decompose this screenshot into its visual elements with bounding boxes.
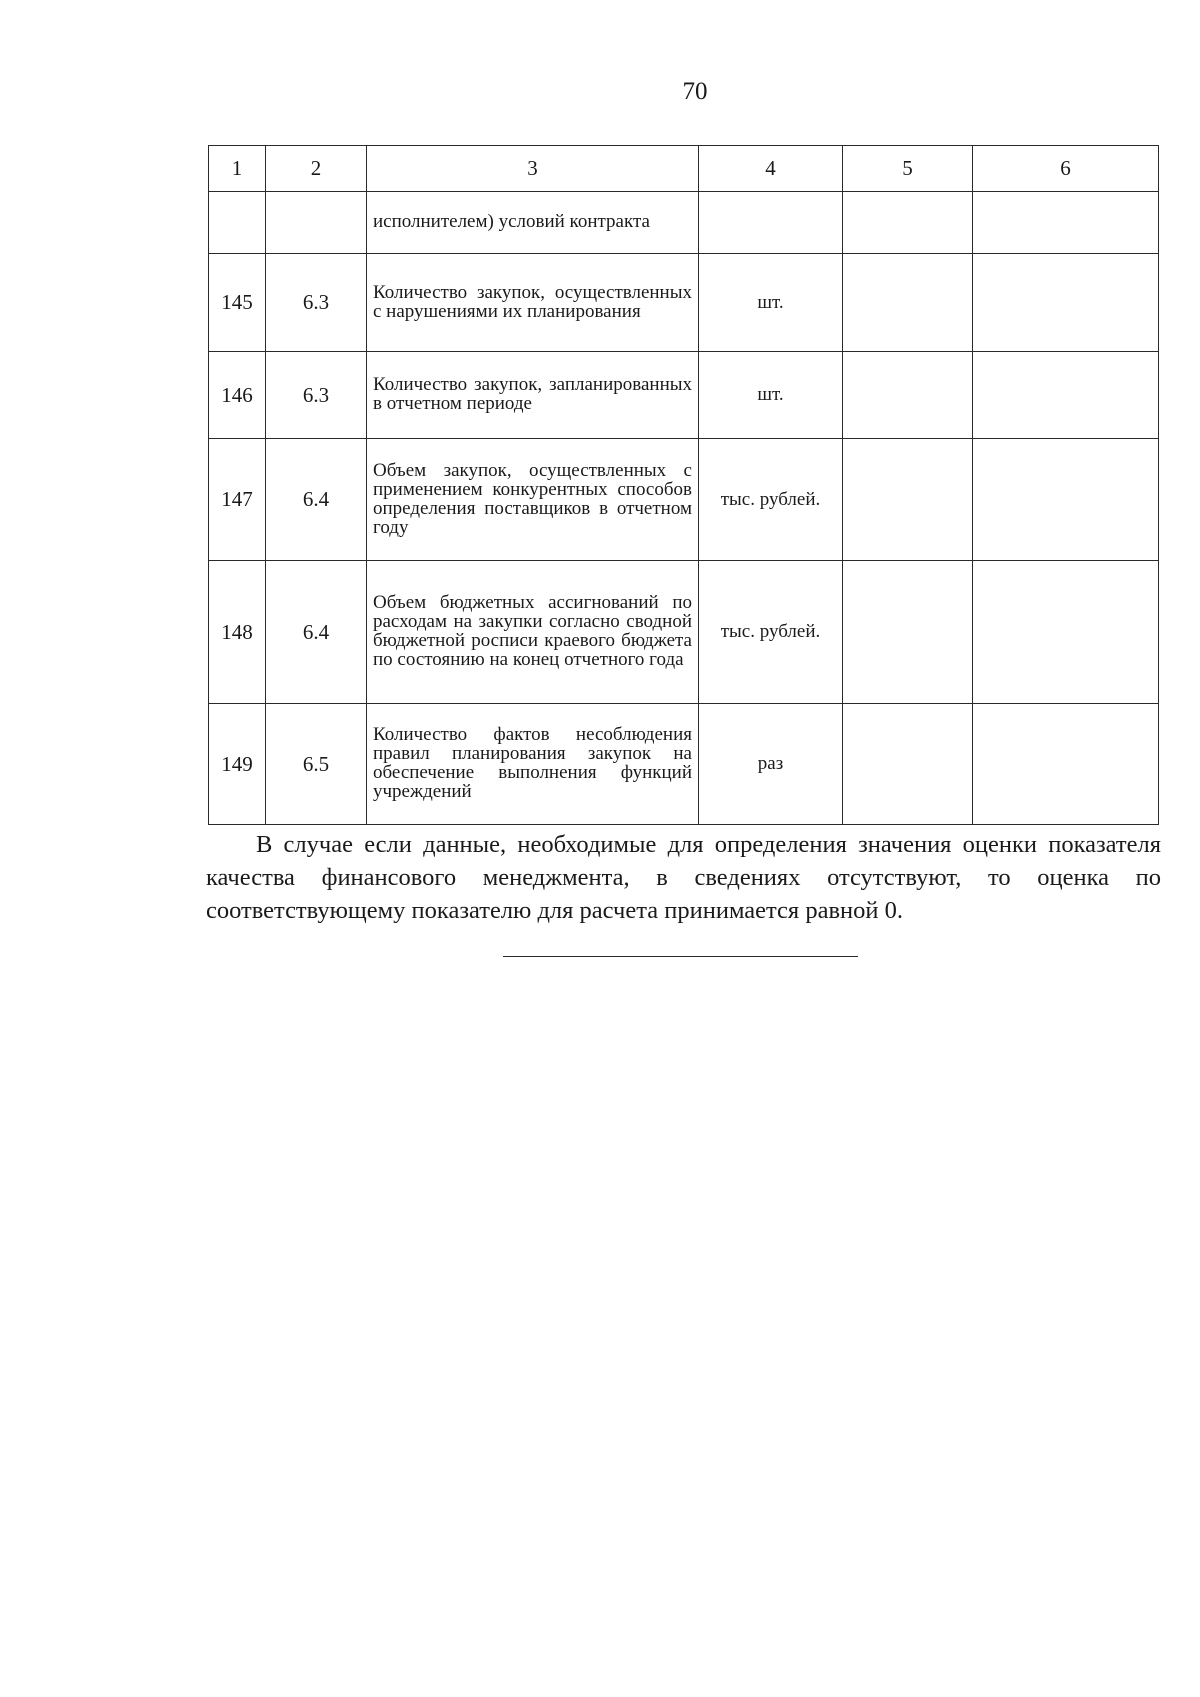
empty-cell (973, 352, 1159, 439)
unit-cell (699, 192, 843, 254)
empty-cell (843, 352, 973, 439)
closing-paragraph: В случае если данные, необходимые для определения значения оценки показателя качества финансового менеджмента, в сведениях отсутствуют, то оценка по соответствующему показателю для расчета принимается равной 0. (206, 831, 1161, 924)
table-header-row (209, 146, 1159, 192)
column-header: 5 (843, 146, 973, 192)
column-header: 6 (973, 146, 1159, 192)
indicator-description-cell: Объем закупок, осуществленных с применением конкурентных способов определения поставщиков в отчетном году (367, 439, 699, 561)
unit-cell: раз (699, 704, 843, 825)
row-number-cell: 146 (209, 352, 266, 439)
indicator-description-cell: Количество закупок, осуществленных с нарушениями их планирования (367, 254, 699, 352)
table-row (209, 704, 1159, 825)
empty-cell (973, 704, 1159, 825)
column-header: 4 (699, 146, 843, 192)
page-number: 70 (682, 78, 708, 105)
empty-cell (843, 254, 973, 352)
indicator-description-cell: Объем бюджетных ассигнований по расходам на закупки согласно сводной бюджетной росписи краевого бюджета по состоянию на конец отчетного года (367, 561, 699, 704)
row-number-cell: 149 (209, 704, 266, 825)
empty-cell (843, 192, 973, 254)
table-row (209, 192, 1159, 254)
row-number-cell: 147 (209, 439, 266, 561)
unit-cell: тыс. рублей. (699, 561, 843, 704)
row-number-cell (209, 192, 266, 254)
empty-cell (973, 192, 1159, 254)
column-header: 2 (266, 146, 367, 192)
column-header: 1 (209, 146, 266, 192)
indicator-code-cell: 6.4 (266, 439, 367, 561)
empty-cell (843, 704, 973, 825)
unit-cell: шт. (699, 254, 843, 352)
empty-cell (843, 561, 973, 704)
row-number-cell: 148 (209, 561, 266, 704)
table-row (209, 561, 1159, 704)
indicator-code-cell: 6.4 (266, 561, 367, 704)
empty-cell (973, 439, 1159, 561)
indicator-code-cell (266, 192, 367, 254)
column-header: 3 (367, 146, 699, 192)
indicator-description-cell: Количество фактов несоблюдения правил планирования закупок на обеспечение выполнения функций учреждений (367, 704, 699, 825)
indicator-code-cell: 6.3 (266, 352, 367, 439)
indicator-description-cell: Количество закупок, запланированных в отчетном периоде (367, 352, 699, 439)
unit-cell: шт. (699, 352, 843, 439)
table-row (209, 352, 1159, 439)
unit-cell: тыс. рублей. (699, 439, 843, 561)
indicator-code-cell: 6.3 (266, 254, 367, 352)
indicator-description-cell: исполнителем) условий контракта (367, 192, 699, 254)
empty-cell (973, 561, 1159, 704)
empty-cell (843, 439, 973, 561)
end-of-document-rule (503, 956, 858, 957)
table-row (209, 254, 1159, 352)
indicator-code-cell: 6.5 (266, 704, 367, 825)
table-row (209, 439, 1159, 561)
indicator-table (208, 145, 1159, 825)
empty-cell (973, 254, 1159, 352)
row-number-cell: 145 (209, 254, 266, 352)
